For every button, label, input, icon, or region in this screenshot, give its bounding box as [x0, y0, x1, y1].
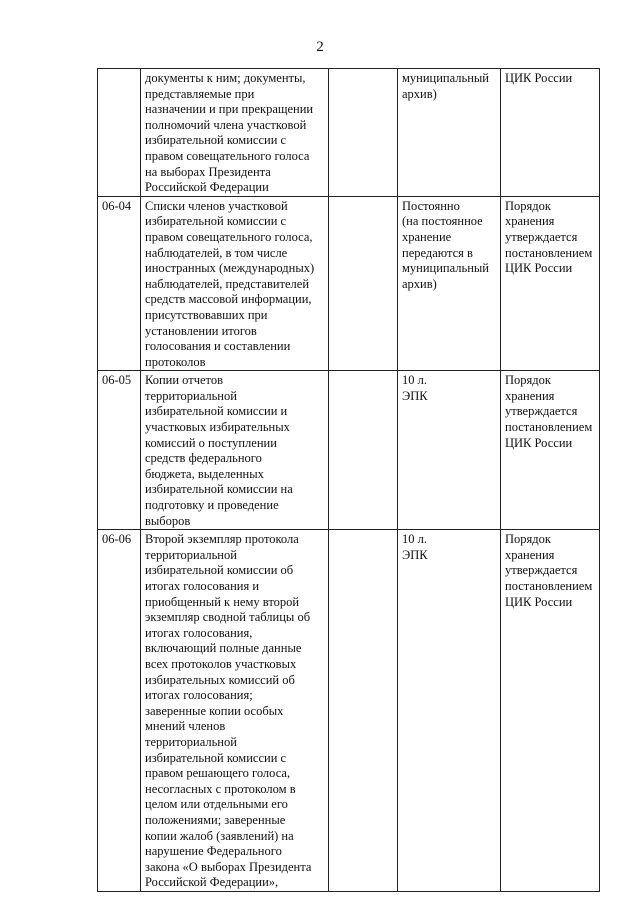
table-row — [98, 196, 600, 371]
title-line: правом совещательного голоса, — [145, 229, 313, 244]
record-storage — [398, 69, 501, 197]
notes-line: ЦИК России — [505, 435, 573, 450]
record-storage — [398, 371, 501, 530]
storage-line: (на постоянное — [402, 214, 483, 229]
title-line: итогах голосования; — [145, 688, 253, 703]
title-line: положениями; заверенные — [145, 812, 286, 827]
table-row — [98, 69, 600, 197]
record-notes — [501, 371, 600, 530]
storage-line: архив) — [402, 276, 437, 291]
record-storage — [398, 196, 501, 371]
title-line: бюджета, выделенных — [145, 466, 264, 481]
title-line: нарушение Федерального — [145, 844, 282, 859]
title-line: всех протоколов участковых — [145, 656, 297, 671]
title-line: избирательной комиссии и — [145, 404, 288, 419]
storage-line: 10 л. — [402, 373, 427, 388]
title-line: Второй экземпляр протокола — [145, 532, 299, 547]
table-row — [98, 371, 600, 530]
notes-line: Порядок — [505, 198, 551, 213]
title-line: средств массовой информации, — [145, 292, 312, 307]
title-line: несогласных с протоколом в — [145, 781, 296, 796]
title-line: на выборах Президента — [145, 164, 271, 179]
record-title — [141, 371, 329, 530]
storage-line: архив) — [402, 86, 437, 101]
record-notes — [501, 69, 600, 197]
table-row — [98, 530, 600, 892]
title-line: избирательной комиссии на — [145, 482, 293, 497]
title-line: представляемые при — [145, 86, 255, 101]
notes-line: постановлением — [505, 579, 593, 593]
title-line: подготовку и проведение — [145, 498, 279, 513]
title-line: включающий полные данные — [145, 641, 302, 656]
notes-line: ЦИК России — [505, 594, 573, 609]
title-line: заверенные копии особых — [145, 703, 284, 718]
storage-line: передаются в — [402, 245, 473, 260]
title-line: избирательной комиссии об — [145, 563, 294, 578]
title-line: присутствовавших при — [145, 307, 268, 322]
storage-line: Постоянно — [402, 198, 460, 213]
record-title — [141, 530, 329, 892]
notes-line: хранения — [505, 388, 555, 403]
notes-line: утверждается — [505, 563, 578, 578]
title-line: комиссий о поступлении — [145, 435, 277, 450]
title-line: приобщенный к нему второй — [145, 594, 300, 609]
title-line: выборов — [145, 513, 191, 528]
title-line: избирательных комиссий об — [145, 672, 295, 687]
notes-line: постановлением — [505, 245, 593, 260]
record-storage — [398, 530, 501, 892]
title-line: экземпляр сводной таблицы об — [145, 610, 311, 625]
record-code: 06-05 — [98, 371, 141, 530]
title-line: полномочий члена участковой — [145, 117, 307, 132]
title-line: закона «О выборах Президента — [145, 859, 312, 874]
notes-line: ЦИК России — [505, 261, 573, 276]
record-title — [141, 196, 329, 371]
title-line: Копии отчетов — [145, 373, 223, 388]
title-line: копии жалоб (заявлений) на — [145, 828, 294, 843]
record-empty-cell — [329, 530, 398, 892]
record-code: 06-04 — [98, 196, 141, 371]
notes-line: хранения — [505, 214, 555, 229]
title-line: Списки членов участковой — [145, 198, 288, 213]
title-line: правом решающего голоса, — [145, 766, 291, 781]
title-line: избирательной комиссии с — [145, 133, 287, 148]
title-line: голосования и составлении — [145, 339, 291, 354]
title-line: Российской Федерации», — [145, 875, 279, 890]
title-line: документы к ним; документы, — [145, 71, 306, 85]
title-line: избирательной комиссии с — [145, 214, 287, 229]
records-table — [97, 68, 600, 892]
title-line: итогах голосования и — [145, 579, 260, 593]
title-line: избирательной комиссии с — [145, 750, 287, 765]
title-line: участковых избирательных — [145, 420, 290, 435]
page-number: 2 — [316, 39, 324, 55]
notes-line: Порядок — [505, 532, 551, 547]
storage-line: муниципальный — [402, 71, 489, 85]
title-line: мнений членов — [145, 719, 226, 734]
notes-line: постановлением — [505, 420, 593, 435]
title-line: итогах голосования, — [145, 625, 253, 640]
record-title — [141, 69, 329, 197]
title-line: средств федерального — [145, 451, 262, 466]
record-notes — [501, 196, 600, 371]
record-empty-cell — [329, 371, 398, 530]
title-line: наблюдателей, в том числе — [145, 245, 288, 260]
record-notes — [501, 530, 600, 892]
title-line: иностранных (международных) — [145, 261, 315, 276]
title-line: Российской Федерации — [145, 180, 269, 195]
storage-line: ЭПК — [402, 388, 428, 403]
notes-line: хранения — [505, 547, 555, 562]
title-line: протоколов — [145, 354, 206, 369]
title-line: территориальной — [145, 388, 237, 403]
notes-line: Порядок — [505, 373, 551, 388]
title-line: наблюдателей, представителей — [145, 276, 310, 291]
storage-line: 10 л. — [402, 532, 427, 547]
record-empty-cell — [329, 196, 398, 371]
notes-line: утверждается — [505, 229, 578, 244]
storage-line: хранение — [402, 229, 452, 244]
record-empty-cell — [329, 69, 398, 197]
records-body — [98, 69, 600, 892]
storage-line: ЭПК — [402, 547, 428, 562]
title-line: территориальной — [145, 547, 237, 562]
storage-line: муниципальный — [402, 261, 489, 276]
title-line: целом или отдельными его — [145, 797, 288, 812]
title-line: назначении и при прекращении — [145, 102, 314, 117]
title-line: территориальной — [145, 734, 237, 749]
notes-line: ЦИК России — [505, 71, 573, 85]
record-code: 06-06 — [98, 530, 141, 892]
title-line: установлении итогов — [145, 323, 257, 338]
notes-line: утверждается — [505, 404, 578, 419]
title-line: правом совещательного голоса — [145, 148, 310, 163]
record-code — [98, 69, 141, 197]
